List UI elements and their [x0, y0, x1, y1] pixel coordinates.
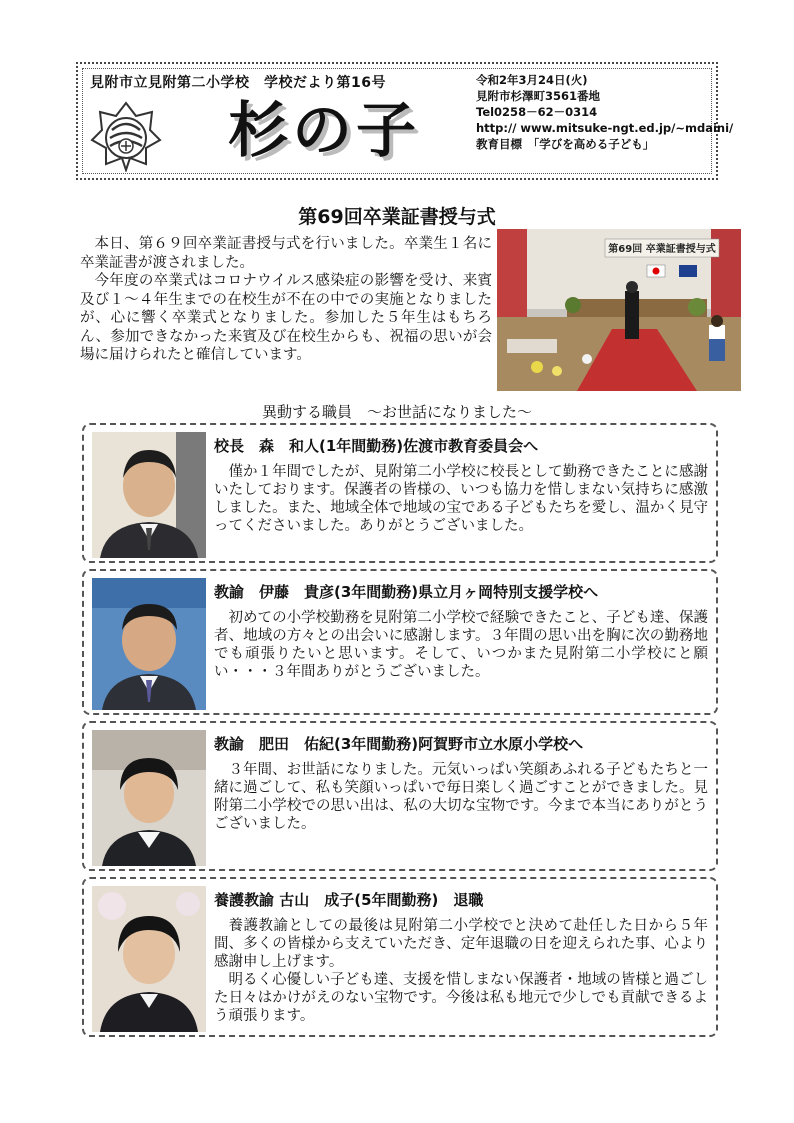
- staff-message: [214, 761, 708, 833]
- ceremony-photo: [497, 229, 741, 391]
- staff-name-line: 教諭 肥田 佑紀(3年間勤務)阿賀野市立水原小学校へ: [214, 735, 584, 753]
- staff-message: [214, 463, 708, 535]
- school-url[interactable]: http:// www.mitsuke-ngt.ed.jp/~mdaini/: [476, 121, 734, 135]
- staff-photo: [92, 730, 206, 866]
- staff-message: [214, 917, 708, 1025]
- staff-photo: [92, 578, 206, 710]
- education-goal: 教育目標 「学びを高める子ども」: [476, 137, 655, 151]
- staff-card-teacher-hida: [82, 721, 718, 871]
- staff-photo: [92, 432, 206, 558]
- staff-message-paragraph: 初めての小学校勤務を見附第二小学校で経験できたこと、子ども達、保護者、地域の方々との出会いに感謝します。３年間の思い出を胸に次の勤務地でも頑張りたいと思います。そして、いつかまた見附第二小学校にと願い・・・３年間ありがとうございました。: [214, 610, 708, 680]
- staff-card-nurse-furuyama: [82, 877, 718, 1037]
- staff-message-paragraph: 僅か１年間でしたが、見附第二小学校に校長として勤務できたことに感謝いたしております。保護者の皆様の、いつも協力を惜しまない気持ちに感激しました。また、地域全体で地域の宝である子どもたちを愛し、温かく見守ってくださいました。ありがとうございました。: [214, 464, 708, 534]
- staff-heading-text: 異動する職員 ～お世話になりました～: [256, 403, 538, 421]
- staff-message-paragraph: 明るく心優しい子ども達、支援を惜しまない保護者・地域の皆様と過ごした日々はかけがえのない宝物です。今後は私も地元で少しでも貢献できるよう頑張ります。: [214, 972, 708, 1024]
- school-crest-icon: [90, 100, 162, 172]
- staff-name-line: 養護教諭 古山 成子(5年間勤務) 退職: [214, 891, 484, 909]
- article-body: [80, 235, 492, 365]
- staff-section-heading: [0, 401, 794, 422]
- issue-date: 令和2年3月24日(火): [476, 73, 588, 87]
- staff-message: [214, 609, 708, 681]
- staff-photo: [92, 886, 206, 1032]
- newsletter-title: 杉の子: [228, 96, 420, 166]
- article-title: 第69回卒業証書授与式: [298, 206, 496, 228]
- article-paragraph: 本日、第６９回卒業証書授与式を行いました。卒業生１名に卒業証書が渡されました。: [80, 236, 492, 271]
- header-info: [476, 72, 733, 152]
- school-tel: Tel0258－62－0314: [476, 105, 598, 119]
- article-paragraph: 今年度の卒業式はコロナウイルス感染症の影響を受け、来賓及び１～４年生までの在校生が不在の中での実施となりましたが、心に響く卒業式となりました。参加した５年生はもちろん、参加できなかった来賓及び在校生からも、祝福の思いが会場に届けられたと確信しています。: [80, 273, 492, 363]
- staff-message-paragraph: ３年間、お世話になりました。元気いっぱい笑顔あふれる子どもたちと一緒に過ごして、私も笑顔いっぱいで毎日楽しく過ごすことができました。見附第二小学校での思い出は、私の大切な宝物です。今まで本当にありがとうございました。: [214, 762, 708, 832]
- school-newsletter-line: 見附市立見附第二小学校 学校だより第16号: [90, 75, 386, 91]
- photo-banner-text: 第69回 卒業証書授与式: [608, 244, 716, 255]
- staff-message-paragraph: 養護教諭としての最後は見附第二小学校でと決めて赴任した日から５年間、多くの皆様から支えていただき、定年退職の日を迎えられた事、心より感謝申し上げます。: [214, 918, 708, 970]
- staff-name-line: 教諭 伊藤 貴彦(3年間勤務)県立月ヶ岡特別支援学校へ: [214, 583, 599, 601]
- staff-card-principal: [82, 423, 718, 563]
- school-address: 見附市杉澤町3561番地: [476, 89, 601, 103]
- staff-card-teacher-ito: [82, 569, 718, 715]
- staff-name-line: 校長 森 和人(1年間勤務)佐渡市教育委員会へ: [214, 437, 539, 455]
